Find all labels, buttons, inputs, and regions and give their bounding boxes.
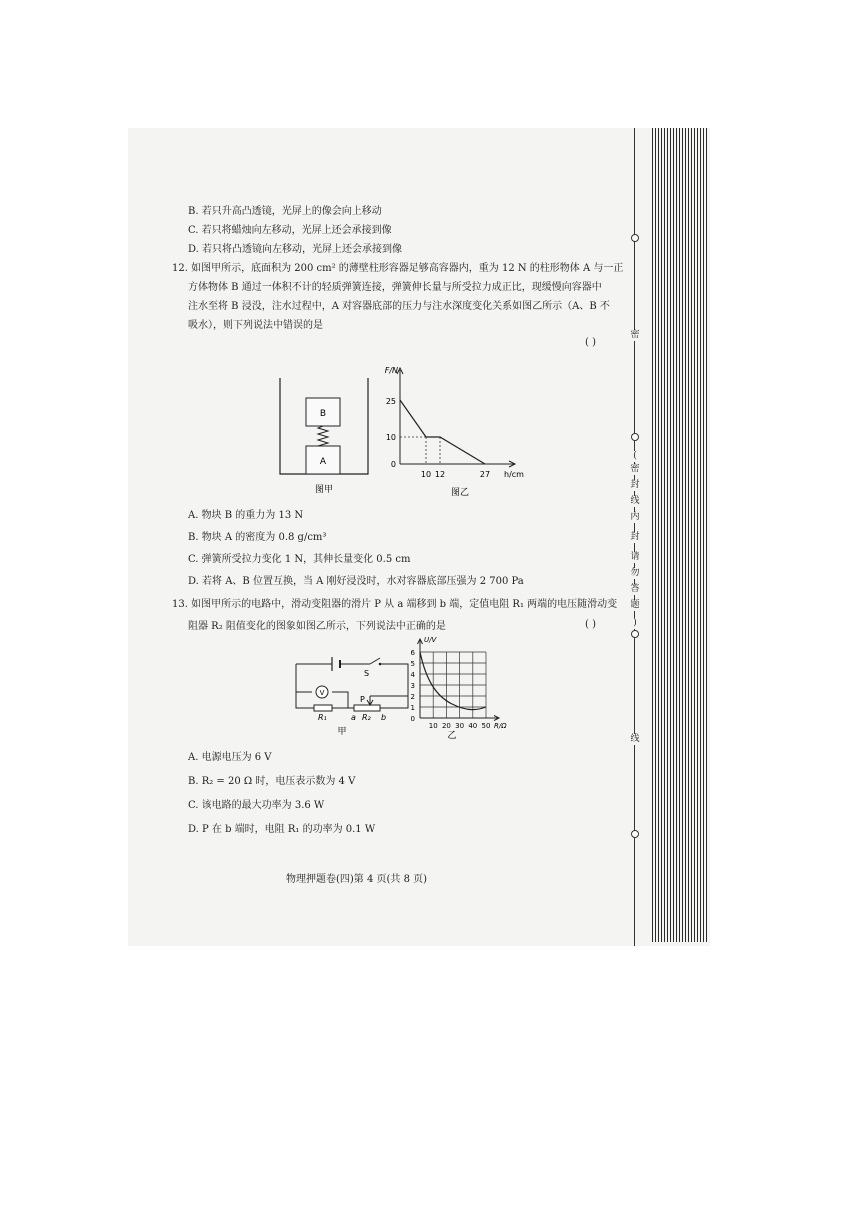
graph-y-tick-1: 1 xyxy=(410,704,415,712)
spring xyxy=(318,426,328,448)
margin-warn-4: 内 xyxy=(628,512,642,523)
voltage-resistance-curve xyxy=(420,652,486,710)
margin-warn-5: 请 xyxy=(628,552,642,563)
y-tick-25: 25 xyxy=(385,397,396,406)
graph-y-tick-4: 4 xyxy=(410,671,415,679)
q12-answer-paren: ( ) xyxy=(585,337,596,348)
margin-paren-open: ( xyxy=(628,451,642,462)
switch-label: S xyxy=(364,669,370,678)
q12-option-a: A. 物块 B 的重力为 13 N xyxy=(188,510,304,521)
slider-label: P xyxy=(360,695,365,704)
q13-option-a: A. 电源电压为 6 V xyxy=(188,752,272,763)
switch-blade xyxy=(370,658,380,664)
slider-p xyxy=(367,696,373,705)
q13-stem xyxy=(172,594,617,638)
graph-x-tick-20: 20 xyxy=(441,722,451,730)
q13-options xyxy=(188,746,375,842)
q11-options xyxy=(188,202,402,259)
binding-hole-4 xyxy=(631,830,639,838)
circuit-caption: 甲 xyxy=(337,727,347,736)
margin-mi: 密 xyxy=(628,330,642,341)
x-tick-27: 27 xyxy=(479,470,491,479)
binding-margin xyxy=(628,128,650,946)
q12-option-d: D. 若将 A、B 位置互换，当 A 刚好浸没时，水对容器底部压强为 2 700 Pa xyxy=(188,576,524,587)
force-depth-curve xyxy=(400,400,485,464)
binding-hole-1 xyxy=(631,234,639,242)
q12-line-4: 吸水），则下列说法中错误的是 xyxy=(188,320,323,331)
q12-line-1: 12. 如图甲所示，底面积为 200 cm² 的薄壁柱形容器足够高容器内，重为 12 N 的柱形物体 A 与一正 xyxy=(172,263,624,274)
q12-stem xyxy=(172,259,623,335)
x-axis-label: h/cm xyxy=(504,470,524,479)
graph-y-tick-0: 0 xyxy=(410,715,415,723)
q13-graph-yi xyxy=(404,634,524,740)
q13-circuit-jia xyxy=(288,652,422,736)
y-tick-10: 10 xyxy=(385,433,396,442)
graph-y-tick-3: 3 xyxy=(410,682,415,690)
fig-jia-caption: 图甲 xyxy=(314,485,334,495)
margin-warn-2: 封 xyxy=(628,480,642,491)
block-b-label: B xyxy=(319,409,327,419)
page-footer: 物理押题卷(四)第 4 页(共 8 页) xyxy=(286,874,428,885)
voltmeter-label: V xyxy=(319,689,325,697)
margin-warn-6: 勿 xyxy=(628,568,642,579)
margin-warn-1: 密 xyxy=(628,464,642,475)
edge-stripes xyxy=(652,128,708,942)
margin-warn-8: 题 xyxy=(628,600,642,611)
margin-warn-3: 线 xyxy=(628,496,642,507)
q13-option-c: C. 该电路的最大功率为 3.6 W xyxy=(188,800,325,811)
q13-answer-paren: ( ) xyxy=(585,619,596,630)
q13-option-b: B. R₂ = 20 Ω 时，电压表示数为 4 V xyxy=(188,776,356,787)
graph-x-tick-50: 50 xyxy=(481,722,491,730)
y-axis-label: F/N xyxy=(384,366,398,375)
y-tick-0: 0 xyxy=(390,460,396,469)
q11-option-c: C. 若只将蜡烛向左移动，光屏上还会承接到像 xyxy=(188,225,392,236)
x-tick-10: 10 xyxy=(420,470,432,479)
q11-option-d: D. 若只将凸透镜向左移动，光屏上还会承接到像 xyxy=(188,244,403,255)
q12-options xyxy=(188,505,524,593)
graph-x-tick-10: 10 xyxy=(428,722,438,730)
margin-xian: 线 xyxy=(628,734,642,745)
graph-y-tick-2: 2 xyxy=(410,693,415,701)
graph-x-tick-40: 40 xyxy=(468,722,478,730)
r1-label: R₁ xyxy=(318,713,327,722)
graph-x-tick-30: 30 xyxy=(455,722,465,730)
end-b-label: b xyxy=(381,713,387,722)
q12-figure-jia xyxy=(272,378,376,498)
circuit-wires xyxy=(296,664,408,708)
end-a-label: a xyxy=(351,713,356,722)
graph-y-tick-5: 5 xyxy=(410,660,415,668)
q12-option-b: B. 物块 A 的密度为 0.8 g/cm³ xyxy=(188,532,327,543)
q12-figure-yi xyxy=(380,364,530,500)
q13-line-1: 13. 如图甲所示的电路中，滑动变阻器的滑片 P 从 a 端移到 b 端，定值电阻 R₁ 两端的电压随滑动变 xyxy=(172,599,618,610)
resistor-r1 xyxy=(314,705,332,711)
q12-line-3: 注水至将 B 浸没，注水过程中，A 对容器底部的压力与注水深度变化关系如图乙所示（A、B 不 xyxy=(188,301,610,312)
q11-option-b: B. 若只升高凸透镜，光屏上的像会向上移动 xyxy=(188,206,382,217)
margin-paren-close: ) xyxy=(628,618,642,629)
graph-grid xyxy=(420,652,486,718)
dashed-guides xyxy=(400,437,440,464)
x-tick-12: 12 xyxy=(434,470,446,479)
fig-yi-caption: 图乙 xyxy=(450,488,470,498)
graph-y-label: U/V xyxy=(424,636,437,644)
margin-feng: 封 xyxy=(628,532,642,543)
binding-hole-3 xyxy=(631,630,639,638)
switch-contact xyxy=(379,663,382,666)
q13-line-2: 阻器 R₂ 阻值变化的图象如图乙所示，下列说法中正确的是 xyxy=(188,621,446,632)
graph-caption: 乙 xyxy=(447,731,457,740)
margin-warn-7: 答 xyxy=(628,584,642,595)
q12-line-2: 方体物体 B 通过一体积不计的轻质弹簧连接，弹簧伸长量与所受拉力成正比，现缓慢向容器中 xyxy=(188,282,602,293)
r2-label: R₂ xyxy=(362,713,371,722)
q12-option-c: C. 弹簧所受拉力变化 1 N，其伸长量变化 0.5 cm xyxy=(188,554,411,565)
binding-hole-2 xyxy=(631,433,639,441)
graph-x-label: R/Ω xyxy=(494,722,507,730)
graph-y-tick-6: 6 xyxy=(410,649,415,657)
block-a-label: A xyxy=(319,457,327,467)
q13-option-d: D. P 在 b 端时，电阻 R₁ 的功率为 0.1 W xyxy=(188,824,376,835)
resistor-r2 xyxy=(354,705,380,711)
